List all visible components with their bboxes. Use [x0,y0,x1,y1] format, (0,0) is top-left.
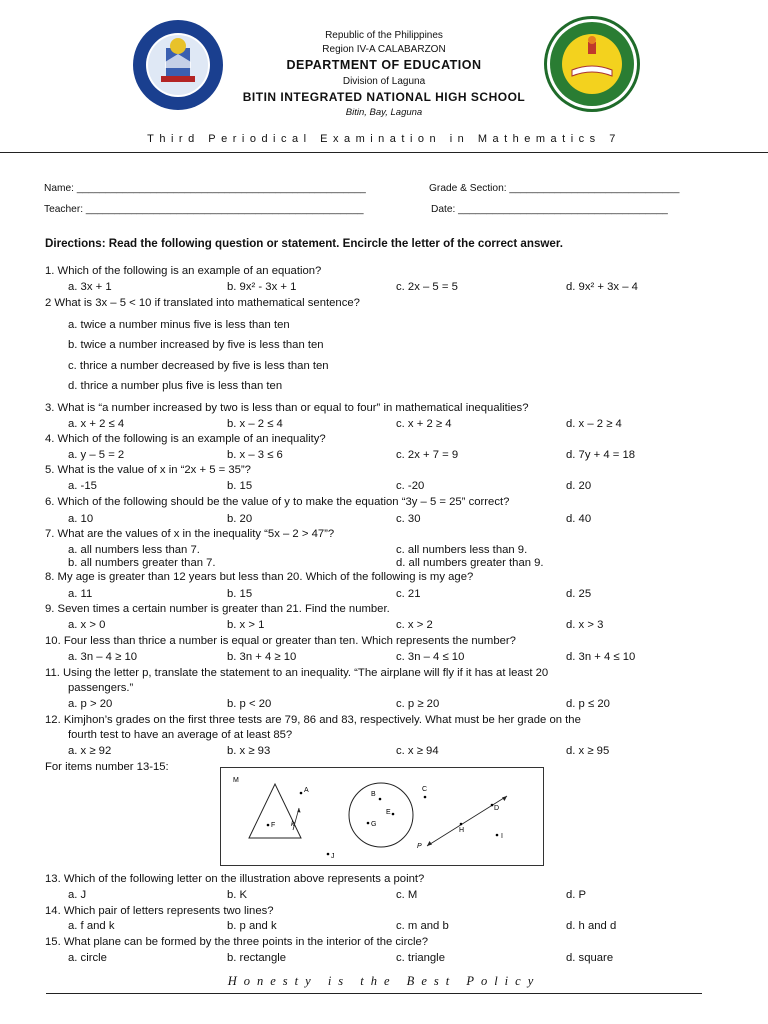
q12-option-b[interactable]: b. x ≥ 93 [227,745,271,757]
q13-option-b[interactable]: b. K [227,889,248,901]
q5-option-a[interactable]: a. -15 [68,480,97,492]
point-h [460,823,463,826]
q2-option-b[interactable]: b. twice a number increased by five is less than ten [68,339,324,351]
q11-option-c[interactable]: c. p ≥ 20 [396,698,440,710]
q6-option-c[interactable]: c. 30 [396,513,421,525]
q6-option-d[interactable]: d. 40 [566,513,592,525]
label-a: A [304,787,309,794]
date-field[interactable]: Date: _____________________________________ [431,204,668,215]
exam-title: Third Periodical Examination in Mathematics 7 [147,133,621,145]
label-g: G [371,821,377,828]
line-p-arrowhead-left [427,841,432,846]
point-b [379,798,382,801]
school-name: BITIN INTEGRATED NATIONAL HIGH SCHOOL [242,90,526,104]
q15-option-d[interactable]: d. square [566,952,614,964]
department-title: DEPARTMENT OF EDUCATION [286,58,482,72]
q14-option-a[interactable]: a. f and k [68,920,115,932]
q12-option-a[interactable]: a. x ≥ 92 [68,745,112,757]
label-m: M [233,777,239,784]
question-11: 11. Using the letter p, translate the statement to an inequality. “The airplane will fly if it has at least 20 [45,667,549,679]
q5-option-b[interactable]: b. 15 [227,480,253,492]
q10-option-b[interactable]: b. 3n + 4 ≥ 10 [227,651,297,663]
name-field[interactable]: Name: ___________________________________________________ [44,183,366,194]
point-a [300,792,303,795]
q5-option-c[interactable]: c. -20 [396,480,425,492]
label-d: D [494,805,500,812]
point-f [267,824,270,827]
q15-option-b[interactable]: b. rectangle [227,952,287,964]
point-d [491,804,494,807]
q10-option-c[interactable]: c. 3n – 4 ≤ 10 [396,651,465,663]
q7-option-d[interactable]: d. all numbers greater than 9. [396,557,544,569]
q1-option-c[interactable]: c. 2x – 5 = 5 [396,281,458,293]
question-10: 10. Four less than thrice a number is equal or greater than ten. Which represents the number? [45,635,516,647]
q4-option-a[interactable]: a. y – 5 = 2 [68,449,125,461]
footer-divider [46,993,702,994]
q11-option-d[interactable]: d. p ≤ 20 [566,698,610,710]
label-p: P [417,843,422,850]
line-p [427,796,507,846]
q10-option-d[interactable]: d. 3n + 4 ≤ 10 [566,651,636,663]
q8-option-c[interactable]: c. 21 [396,588,421,600]
header-divider [0,152,768,153]
label-e: E [386,809,391,816]
line-p-arrowhead-right [502,796,507,801]
directions: Directions: Read the following question or statement. Encircle the letter of the correct answer. [45,237,563,250]
items-label: For items number 13-15: [45,761,169,773]
school-location: Bitin, Bay, Laguna [345,107,423,118]
q2-option-a[interactable]: a. twice a number minus five is less than ten [68,319,290,331]
question-1: 1. Which of the following is an example of an equation? [45,265,322,277]
q7-option-b[interactable]: b. all numbers greater than 7. [68,557,216,569]
q9-option-d[interactable]: d. x > 3 [566,619,604,631]
q3-option-d[interactable]: d. x – 2 ≥ 4 [566,418,622,430]
q11-option-a[interactable]: a. p > 20 [68,698,113,710]
label-b: B [371,791,376,798]
question-15: 15. What plane can be formed by the three points in the interior of the circle? [45,936,429,948]
q8-option-d[interactable]: d. 25 [566,588,592,600]
question-2: 2 What is 3x – 5 < 10 if translated into mathematical sentence? [45,297,360,309]
question-11-cont: passengers.” [68,682,134,694]
q14-option-d[interactable]: d. h and d [566,920,617,932]
q3-option-b[interactable]: b. x – 2 ≤ 4 [227,418,283,430]
label-i: I [501,833,503,840]
q14-option-b[interactable]: b. p and k [227,920,277,932]
q15-option-a[interactable]: a. circle [68,952,107,964]
label-j: J [331,853,335,860]
q9-option-a[interactable]: a. x > 0 [68,619,106,631]
question-7: 7. What are the values of x in the inequality “5x – 2 > 47”? [45,528,335,540]
q2-option-d[interactable]: d. thrice a number plus five is less than ten [68,380,283,392]
question-14: 14. Which pair of letters represents two lines? [45,905,274,917]
point-j [327,853,330,856]
question-4: 4. Which of the following is an example of an inequality? [45,433,326,445]
division-text: Division of Laguna [342,76,426,87]
q7-option-a[interactable]: a. all numbers less than 7. [68,544,200,556]
label-c: C [422,786,428,793]
q13-option-a[interactable]: a. J [68,889,87,901]
q7-option-c[interactable]: c. all numbers less than 9. [396,544,528,556]
question-9: 9. Seven times a certain number is greater than 21. Find the number. [45,603,390,615]
q11-option-b[interactable]: b. p < 20 [227,698,272,710]
q2-option-c[interactable]: c. thrice a number decreased by five is less than ten [68,360,329,372]
question-6: 6. Which of the following should be the value of y to make the equation “3y – 5 = 25” correct? [45,496,510,508]
label-k: k [291,821,295,828]
question-12-cont: fourth test to have an average of at least 85? [68,729,293,741]
republic-text: Republic of the Philippines [325,30,443,41]
q1-option-a[interactable]: a. 3x + 1 [68,281,112,293]
question-12: 12. Kimjhon’s grades on the first three tests are 79, 86 and 83, respectively. What must be her grade on the [45,714,581,726]
q12-option-c[interactable]: c. x ≥ 94 [396,745,439,757]
q12-option-d[interactable]: d. x ≥ 95 [566,745,610,757]
question-3: 3. What is “a number increased by two is less than or equal to four” in mathematical inequalities? [45,402,529,414]
label-h: H [459,827,465,834]
q9-option-c[interactable]: c. x > 2 [396,619,433,631]
q3-option-a[interactable]: a. x + 2 ≤ 4 [68,418,125,430]
q10-option-a[interactable]: a. 3n – 4 ≥ 10 [68,651,138,663]
q13-option-c[interactable]: c. M [396,889,418,901]
q9-option-b[interactable]: b. x > 1 [227,619,265,631]
footer-motto: Honesty is the Best Policy [227,974,541,988]
question-5: 5. What is the value of x in “2x + 5 = 35”? [45,464,251,476]
q1-option-d[interactable]: d. 9x² + 3x – 4 [566,281,638,293]
q14-option-c[interactable]: c. m and b [396,920,449,932]
q4-option-d[interactable]: d. 7y + 4 = 18 [566,449,636,461]
point-i [496,834,499,837]
q13-option-d[interactable]: d. P [566,889,587,901]
q1-option-b[interactable]: b. 9x² - 3x + 1 [227,281,297,293]
q4-option-b[interactable]: b. x – 3 ≤ 6 [227,449,283,461]
q15-option-c[interactable]: c. triangle [396,952,445,964]
point-c [424,796,427,799]
circle-shape [349,783,413,847]
q5-option-d[interactable]: d. 20 [566,480,592,492]
q8-option-a[interactable]: a. 11 [68,588,93,600]
label-f: F [271,822,276,829]
question-13: 13. Which of the following letter on the illustration above represents a point? [45,873,425,885]
region-text: Region IV-A CALABARZON [322,44,446,55]
segment-k-arrowhead [297,808,300,813]
q8-option-b[interactable]: b. 15 [227,588,253,600]
q4-option-c[interactable]: c. 2x + 7 = 9 [396,449,459,461]
point-e [392,813,395,816]
geometry-figure [220,767,544,866]
point-g [367,822,370,825]
question-8: 8. My age is greater than 12 years but less than 20. Which of the following is my age? [45,571,474,583]
teacher-field[interactable]: Teacher: _________________________________________________ [44,204,364,215]
q3-option-c[interactable]: c. x + 2 ≥ 4 [396,418,452,430]
grade-section-field[interactable]: Grade & Section: ______________________________ [429,183,680,194]
q6-option-b[interactable]: b. 20 [227,513,253,525]
q6-option-a[interactable]: a. 10 [68,513,94,525]
